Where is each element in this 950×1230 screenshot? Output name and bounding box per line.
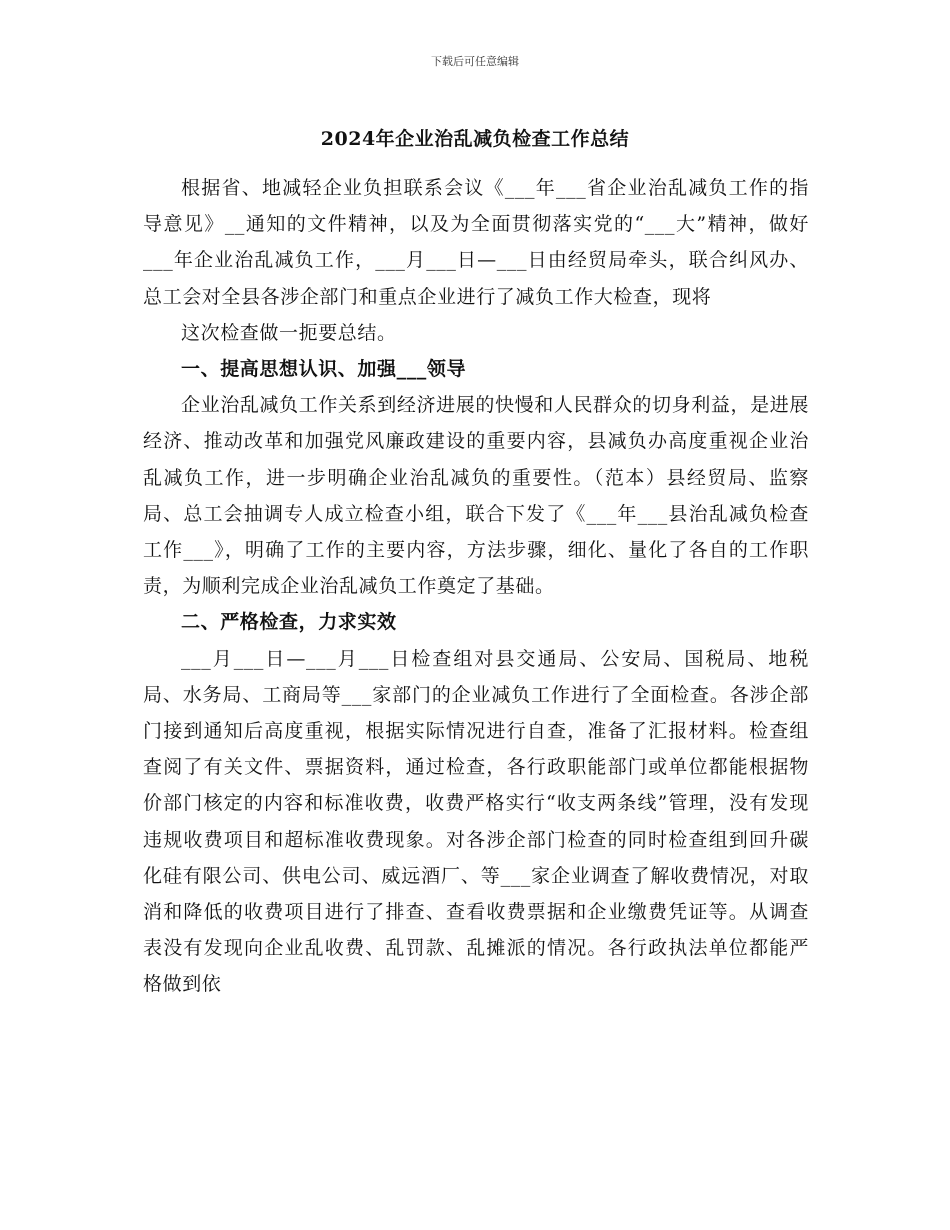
paragraph-section-2: ___月___日—___月___日检查组对县交通局、公安局、国税局、地税局、水务局、工商局等___家部门的企业减负工作进行了全面检查。各涉企部门接到通知后高度重视，根据实际情况进行自查，准备了汇报材料。检查组查阅了有关文件、票据资料，通过检查，各行政职能部门或单位都能根据物价部门核定的内容和标准收费，收费严格实行“收支两条线”管理，没有发现违规收费项目和超标准收费现象。对各涉企部门检查的同时检查组到回升碳化硅有限公司、供电公司、威远酒厂、等___家企业调查了解收费情况，对取消和降低的收费项目进行了排查、查看收费票据和企业缴费凭证等。从调查表没有发现向企业乱收费、乱罚款、乱摊派的情况。各行政执法单位都能严格做到依 — [143, 647, 809, 996]
header-note: 下载后可任意编辑 — [431, 55, 519, 68]
document-title: 2024年企业治乱减负检查工作总结 — [320, 128, 630, 150]
section-heading-1: 一、提高思想认识、加强___领导 — [181, 358, 467, 381]
paragraph-section-1: 企业治乱减负工作关系到经济进展的快慢和人民群众的切身利益，是进展经济、推动改革和加强党风廉政建设的重要内容，县减负办高度重视企业治乱减负工作，进一步明确企业治乱减负的重要性。（范本）县经贸局、监察局、总工会抽调专人成立检查小组，联合下发了《___年___县治乱减负检查工作___》，明确了工作的主要内容，方法步骤，细化、量化了各自的工作职责，为顺利完成企业治乱减负工作奠定了基础。 — [143, 394, 809, 598]
document-body — [143, 170, 809, 1003]
section-heading-2: 二、严格检查，力求实效 — [181, 611, 397, 634]
paragraph-intro: 根据省、地减轻企业负担联系会议《___年___省企业治乱减负工作的指导意见》__通知的文件精神，以及为全面贯彻落实党的“___大”精神，做好___年企业治乱减负工作，___月___日—___日由经贸局牵头，联合纠风办、总工会对全县各涉企部门和重点企业进行了减负工作大检查，现将 — [143, 177, 809, 308]
paragraph-intro-continued: 这次检查做一扼要总结。 — [181, 321, 397, 344]
